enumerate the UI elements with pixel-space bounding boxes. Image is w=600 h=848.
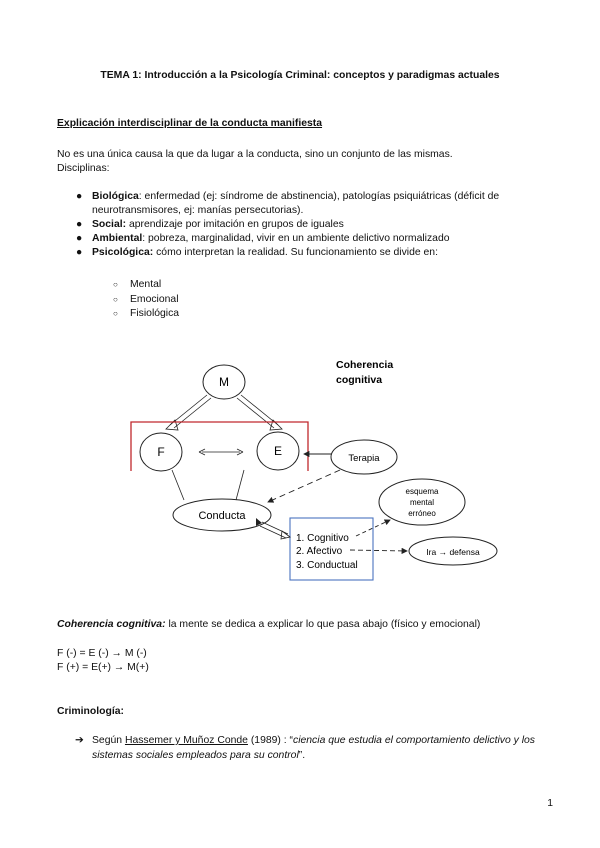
node-esquema-label: erróneo: [408, 509, 436, 518]
node-conducta-label: Conducta: [198, 510, 246, 522]
discipline-desc: aprendizaje por imitación en grupos de iguales: [126, 219, 344, 230]
section-heading: Explicación interdisciplinar de la conducta manifiesta: [57, 118, 323, 129]
arrow-m-to-f: [166, 395, 211, 430]
list-item: [57, 218, 547, 232]
diagram-heading: cognitiva: [336, 374, 383, 386]
criminology-year: (1989) : “: [247, 735, 293, 746]
coherence-diagram: [0, 340, 600, 600]
formula-1: F (-) = E (-) → M (-): [57, 648, 147, 659]
arrow-right-icon: ➔: [75, 735, 84, 746]
list-item: [113, 293, 179, 308]
node-terapia-label: Terapia: [348, 453, 380, 464]
discipline-name: Ambiental: [92, 233, 143, 244]
functioning-list: [113, 278, 179, 322]
intro-line: No es una única causa la que da lugar a la conducta, sino un conjunto de las mismas.: [57, 149, 453, 160]
line-f-conducta: [172, 470, 184, 500]
coherence-definition: [57, 618, 480, 632]
list-item: [57, 190, 547, 218]
functioning-item: Mental: [130, 279, 162, 290]
bullet-icon: ●: [76, 247, 83, 258]
node-m-label: M: [219, 375, 229, 389]
discipline-desc: cómo interpretan la realidad. Su funcionamiento se divide en:: [153, 247, 438, 258]
list-item: [57, 246, 547, 260]
discipline-desc: : pobreza, marginalidad, vivir en un ambiente delictivo normalizado: [142, 233, 450, 244]
disciplines-list: [57, 190, 547, 260]
list-item: [113, 307, 179, 322]
node-esquema-label: esquema: [405, 487, 439, 496]
box-item: 2. Afectivo: [296, 546, 343, 557]
list-item: [113, 278, 179, 293]
bullet-icon: ●: [76, 233, 83, 244]
circle-bullet-icon: ○: [113, 280, 118, 289]
box-item: 3. Conductual: [296, 560, 358, 571]
bullet-icon: ●: [76, 219, 83, 230]
criminology-authors-link[interactable]: Hassemer y Muñoz Conde: [124, 735, 248, 746]
discipline-desc-cont: neurotransmisores, ej: manías persecutorias).: [92, 205, 304, 216]
node-ira-label: Ira → defensa: [426, 547, 480, 557]
box-item: 1. Cognitivo: [296, 533, 349, 544]
discipline-name: Psicológica:: [92, 247, 154, 258]
coherence-label: Coherencia cognitiva:: [57, 619, 166, 630]
disciplines-label: Disciplinas:: [57, 163, 110, 174]
circle-bullet-icon: ○: [113, 294, 118, 304]
coherence-text: la mente se dedica a explicar lo que pasa abajo (físico y emocional): [165, 619, 481, 630]
page-number: 1: [547, 798, 553, 809]
discipline-name: Biológica: [92, 191, 139, 202]
criminology-heading: Criminología:: [57, 706, 124, 717]
node-esquema-label: mental: [409, 498, 435, 507]
criminology-quote: ciencia que estudia el comportamiento delictivo y los sistemas sociales empleados para su control: [92, 735, 535, 761]
functioning-item: Fisiológica: [130, 308, 180, 319]
arrow-terapia-conducta: [268, 470, 340, 502]
functioning-item: Emocional: [130, 293, 179, 305]
circle-bullet-icon: ○: [113, 309, 118, 318]
diagram-heading: Coherencia: [336, 359, 394, 371]
list-item: [57, 232, 547, 246]
node-f-label: F: [157, 445, 165, 459]
arrow-m-to-e: [237, 395, 282, 430]
arrow-afectivo-ira: [350, 550, 407, 551]
arrow-f-e: [199, 449, 243, 455]
page-title: TEMA 1: Introducción a la Psicología Criminal: conceptos y paradigmas actuales: [100, 70, 500, 81]
node-e-label: E: [273, 444, 283, 458]
line-e-conducta: [236, 470, 244, 500]
criminology-prefix: Según: [92, 735, 125, 746]
criminology-end: ”.: [298, 750, 306, 761]
discipline-desc: : enfermedad (ej: síndrome de abstinencia), patologías psiquiátricas (déficit de: [138, 191, 500, 202]
discipline-name: Social:: [92, 219, 127, 230]
arrow-conducta-box: [256, 518, 290, 539]
criminology-text: [92, 733, 562, 763]
bullet-icon: ●: [76, 191, 83, 202]
formula-2: F (+) = E(+) → M(+): [57, 662, 149, 673]
